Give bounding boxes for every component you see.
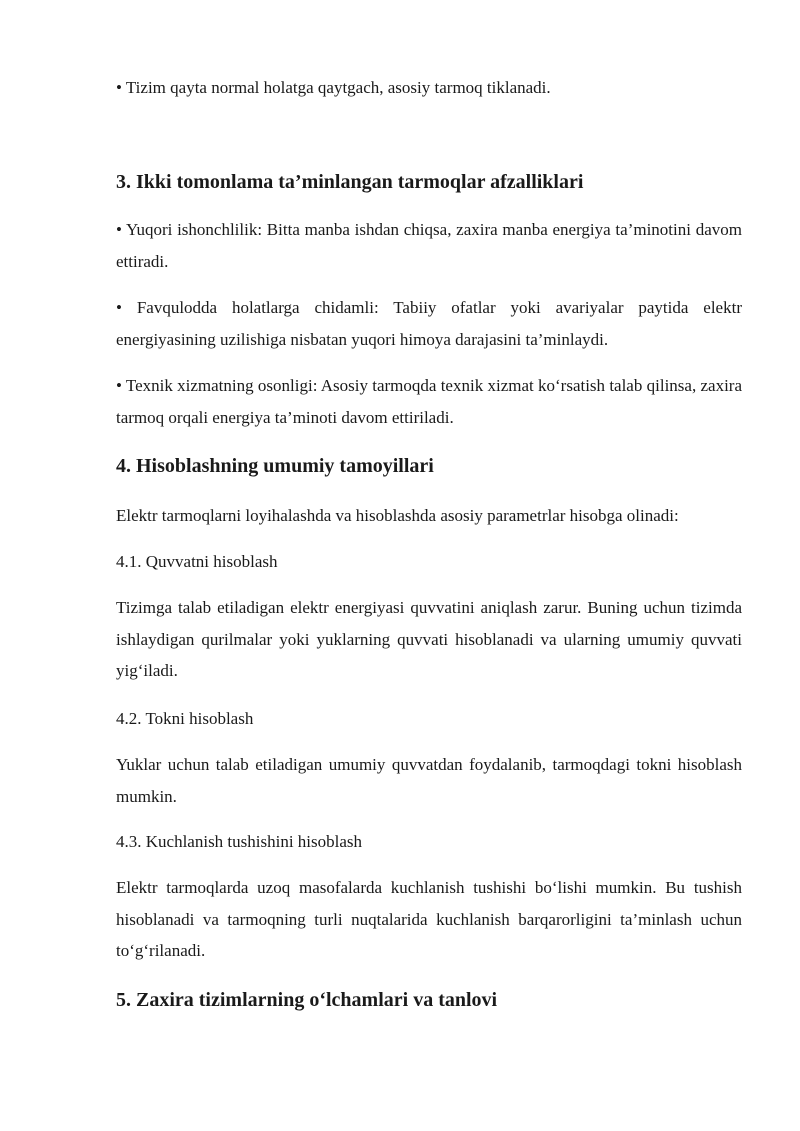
section-3-bullet-3: • Texnik xizmatning osonligi: Asosiy tarmoqda texnik xizmat ko‘rsatish talab qilinsa, zaxira tarmoq orqali energiya ta’minoti davom ettiriladi. bbox=[116, 376, 742, 427]
subsection-4-3-text: Elektr tarmoqlarda uzoq masofalarda kuchlanish tushishi bo‘lishi mumkin. Bu tushish hisoblanadi va tarmoqning turli nuqtalarida kuchlanish barqarorligini ta’minlash uchun to‘g‘rilanadi. bbox=[116, 878, 742, 960]
subsection-4-2-title: 4.2. Tokni hisoblash bbox=[116, 709, 254, 728]
subsection-4-1-title: 4.1. Quvvatni hisoblash bbox=[116, 552, 278, 571]
section-3-bullet-1: • Yuqori ishonchlilik: Bitta manba ishdan chiqsa, zaxira manba energiya ta’minotini davom ettiradi. bbox=[116, 220, 742, 271]
section-4-title: 4. Hisoblashning umumiy tamoyillari bbox=[116, 455, 434, 477]
section-3-title: 3. Ikki tomonlama ta’minlangan tarmoqlar afzalliklari bbox=[116, 171, 584, 193]
section-3-bullet-2: • Favqulodda holatlarga chidamli: Tabiiy ofatlar yoki avariyalar paytida elektr energiyasining uzilishiga nisbatan yuqori himoya darajasini ta’minlaydi. bbox=[116, 298, 742, 349]
subsection-4-3-title: 4.3. Kuchlanish tushishini hisoblash bbox=[116, 832, 363, 851]
section-5-title: 5. Zaxira tizimlarning o‘lchamlari va tanlovi bbox=[116, 989, 498, 1011]
section-4-intro: Elektr tarmoqlarni loyihalashda va hisoblashda asosiy parametrlar hisobga olinadi: bbox=[116, 506, 679, 525]
subsection-4-1-text: Tizimga talab etiladigan elektr energiyasi quvvatini aniqlash zarur. Buning uchun tizimda ishlaydigan qurilmalar yoki yuklarning quvvati hisoblanadi va ularning umumiy quvvati yig‘iladi. bbox=[116, 598, 742, 680]
subsection-4-2-text: Yuklar uchun talab etiladigan umumiy quvvatdan foydalanib, tarmoqdagi tokni hisoblash mumkin. bbox=[116, 755, 742, 806]
intro-bullet: • Tizim qayta normal holatga qaytgach, asosiy tarmoq tiklanadi. bbox=[116, 78, 551, 97]
